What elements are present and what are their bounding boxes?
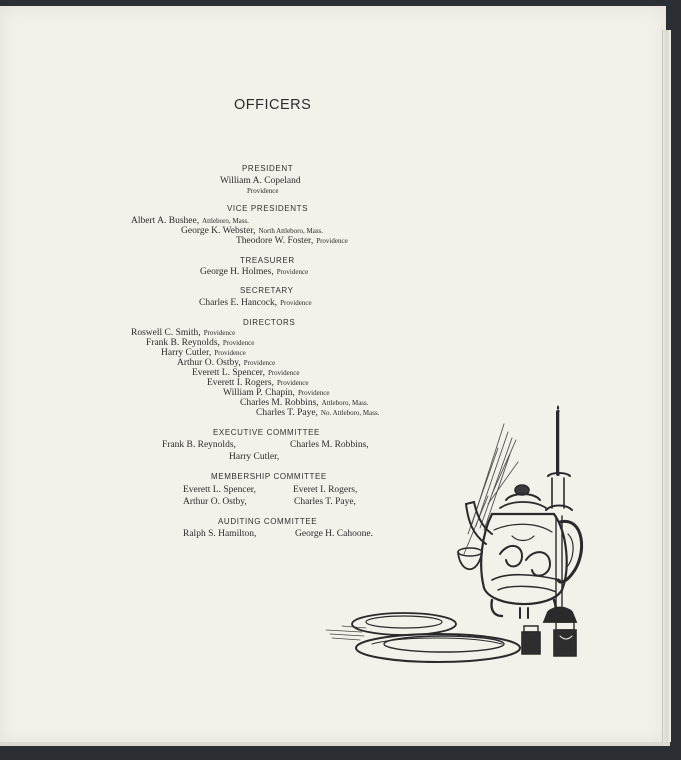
directors-heading: DIRECTORS [243,318,296,327]
president-place: Providence [247,187,279,195]
vice-president-place: Providence [316,237,348,245]
secretary-name: Charles E. Hancock, [199,298,278,308]
vice-president-place: Attleboro, Mass. [202,217,249,225]
director-name: Harry Cutler, [161,348,212,358]
director-place: Providence [222,339,255,347]
secretary-heading: SECRETARY [240,286,294,295]
membership-member: Everett L. Spencer, [183,485,256,495]
treasurer-place: Providence [276,268,309,276]
director-name: Charles T. Paye, [256,408,318,418]
auditing-committee-heading: AUDITING COMMITTEE [218,517,318,526]
director-item [223,388,329,398]
membership-member: Charles T. Paye, [294,497,356,507]
director-name: Frank B. Reynolds, [146,338,220,348]
director-name: Everett I. Rogers, [207,378,275,388]
vice-president-item [236,236,348,246]
director-place: Providence [267,369,300,377]
director-name: William P. Chapin, [223,388,295,398]
vice-president-item [181,226,323,236]
document-page [0,6,666,744]
page-title: OFFICERS [234,97,312,113]
director-item [131,328,235,338]
vice-president-name: Theodore W. Foster, [236,236,314,246]
page-edge [662,30,671,742]
director-name: Roswell C. Smith, [131,328,201,338]
membership-committee-heading: MEMBERSHIP COMMITTEE [211,472,327,481]
director-place: Attleboro, Mass. [321,399,369,407]
vice-president-item [131,216,249,226]
executive-member: Frank B. Reynolds, [162,440,236,450]
director-place: Providence [297,389,330,397]
president-heading: PRESIDENT [242,164,294,173]
auditing-member: Ralph S. Hamilton, [183,529,257,539]
vice-presidents-heading: VICE PRESIDENTS [227,204,309,213]
director-item [192,368,299,378]
secretary-entry [199,298,312,308]
treasurer-entry [200,267,308,277]
director-name: Arthur O. Ostby, [177,358,241,368]
director-place: Providence [214,349,246,357]
director-item [161,348,246,358]
director-name: Everett L. Spencer, [192,368,265,378]
teapot-candlestick-plates-illustration [322,404,598,666]
page-bottom-edge [0,742,670,746]
vice-president-place: North Attleboro, Mass. [258,227,324,235]
director-item [177,358,275,368]
director-item [146,338,254,348]
president-name: William A. Copeland [220,176,301,186]
vice-president-name: George K. Webster, [181,226,256,236]
executive-committee-heading: EXECUTIVE COMMITTEE [213,428,320,437]
executive-member: Charles M. Robbins, [290,440,369,450]
secretary-place: Providence [280,299,312,307]
auditing-member: George H. Cahoone. [295,529,373,539]
treasurer-heading: TREASURER [240,256,295,265]
executive-member: Harry Cutler, [229,452,280,462]
membership-member: Arthur O. Ostby, [183,497,247,507]
vice-president-name: Albert A. Bushee, [131,216,200,226]
director-place: Providence [203,329,236,337]
director-place: Providence [243,359,276,367]
membership-member: Everet I. Rogers, [293,485,358,495]
treasurer-name: George H. Holmes, [200,267,274,277]
director-place: No. Attleboro, Mass. [320,409,380,417]
director-place: Providence [277,379,309,387]
director-item [207,378,309,388]
director-name: Charles M. Robbins, [240,398,319,408]
